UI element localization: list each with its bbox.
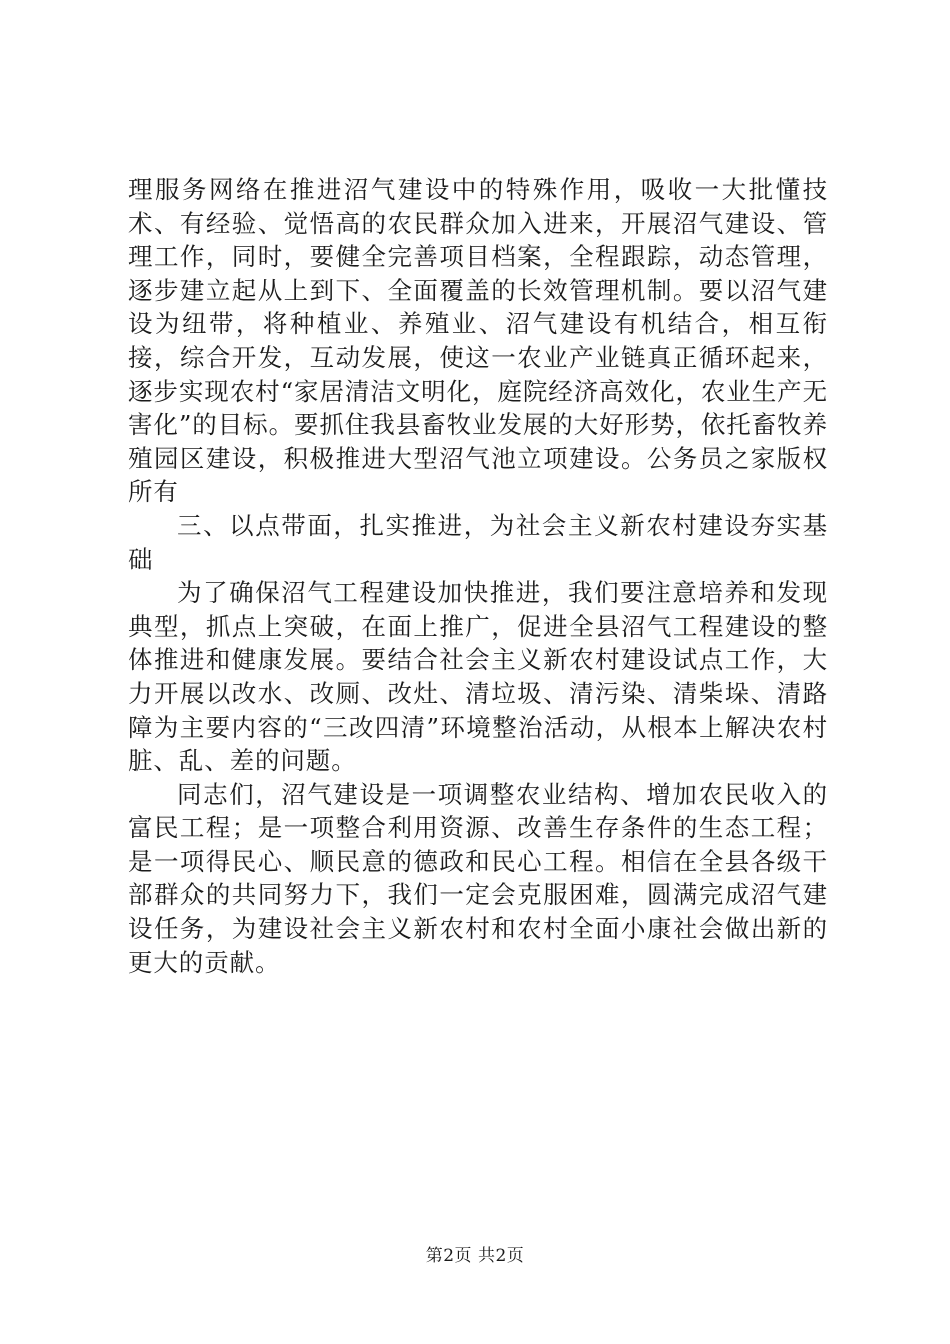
paragraph: 为了确保沼气工程建设加快推进，我们要注意培养和发现典型，抓点上突破，在面上推广，促进全县沼气工程建设的整体推进和健康发展。要结合社会主义新农村建设试点工作，大力开展以改水、改厕、改灶、清垃圾、清污染、清柴垛、清路障为主要内容的“三改四清”环境整治活动，从根本上解决农村脏、乱、差的问题。 [128,578,828,776]
paragraph-closing: 同志们，沼气建设是一项调整农业结构、增加农民收入的富民工程；是一项整合利用资源、改善生存条件的生态工程；是一项得民心、顺民意的德政和民心工程。相信在全县各级干部群众的共同努力下，我们一定会克服困难，圆满完成沼气建设任务，为建设社会主义新农村和农村全面小康社会做出新的更大的贡献。 [128,779,828,977]
paragraph-continuation: 理服务网络在推进沼气建设中的特殊作用，吸收一大批懂技术、有经验、觉悟高的农民群众加入进来，开展沼气建设、管理工作，同时，要健全完善项目档案，全程跟踪，动态管理，逐步建立起从上到下、全面覆盖的长效管理机制。要以沼气建设为纽带，将种植业、养殖业、沼气建设有机结合，相互衔接，综合开发，互动发展，使这一农业产业链真正循环起来，逐步实现农村“家居清洁文明化，庭院经济高效化，农业生产无害化”的目标。要抓住我县畜牧业发展的大好形势，依托畜牧养殖园区建设，积极推进大型沼气池立项建设。公务员之家版权所有 [128,175,828,507]
document-body [128,173,828,979]
page-number-footer: 第2页 共2页 [425,1246,525,1266]
section-heading: 三、以点带面，扎实推进，为社会主义新农村建设夯实基础 [128,510,828,574]
